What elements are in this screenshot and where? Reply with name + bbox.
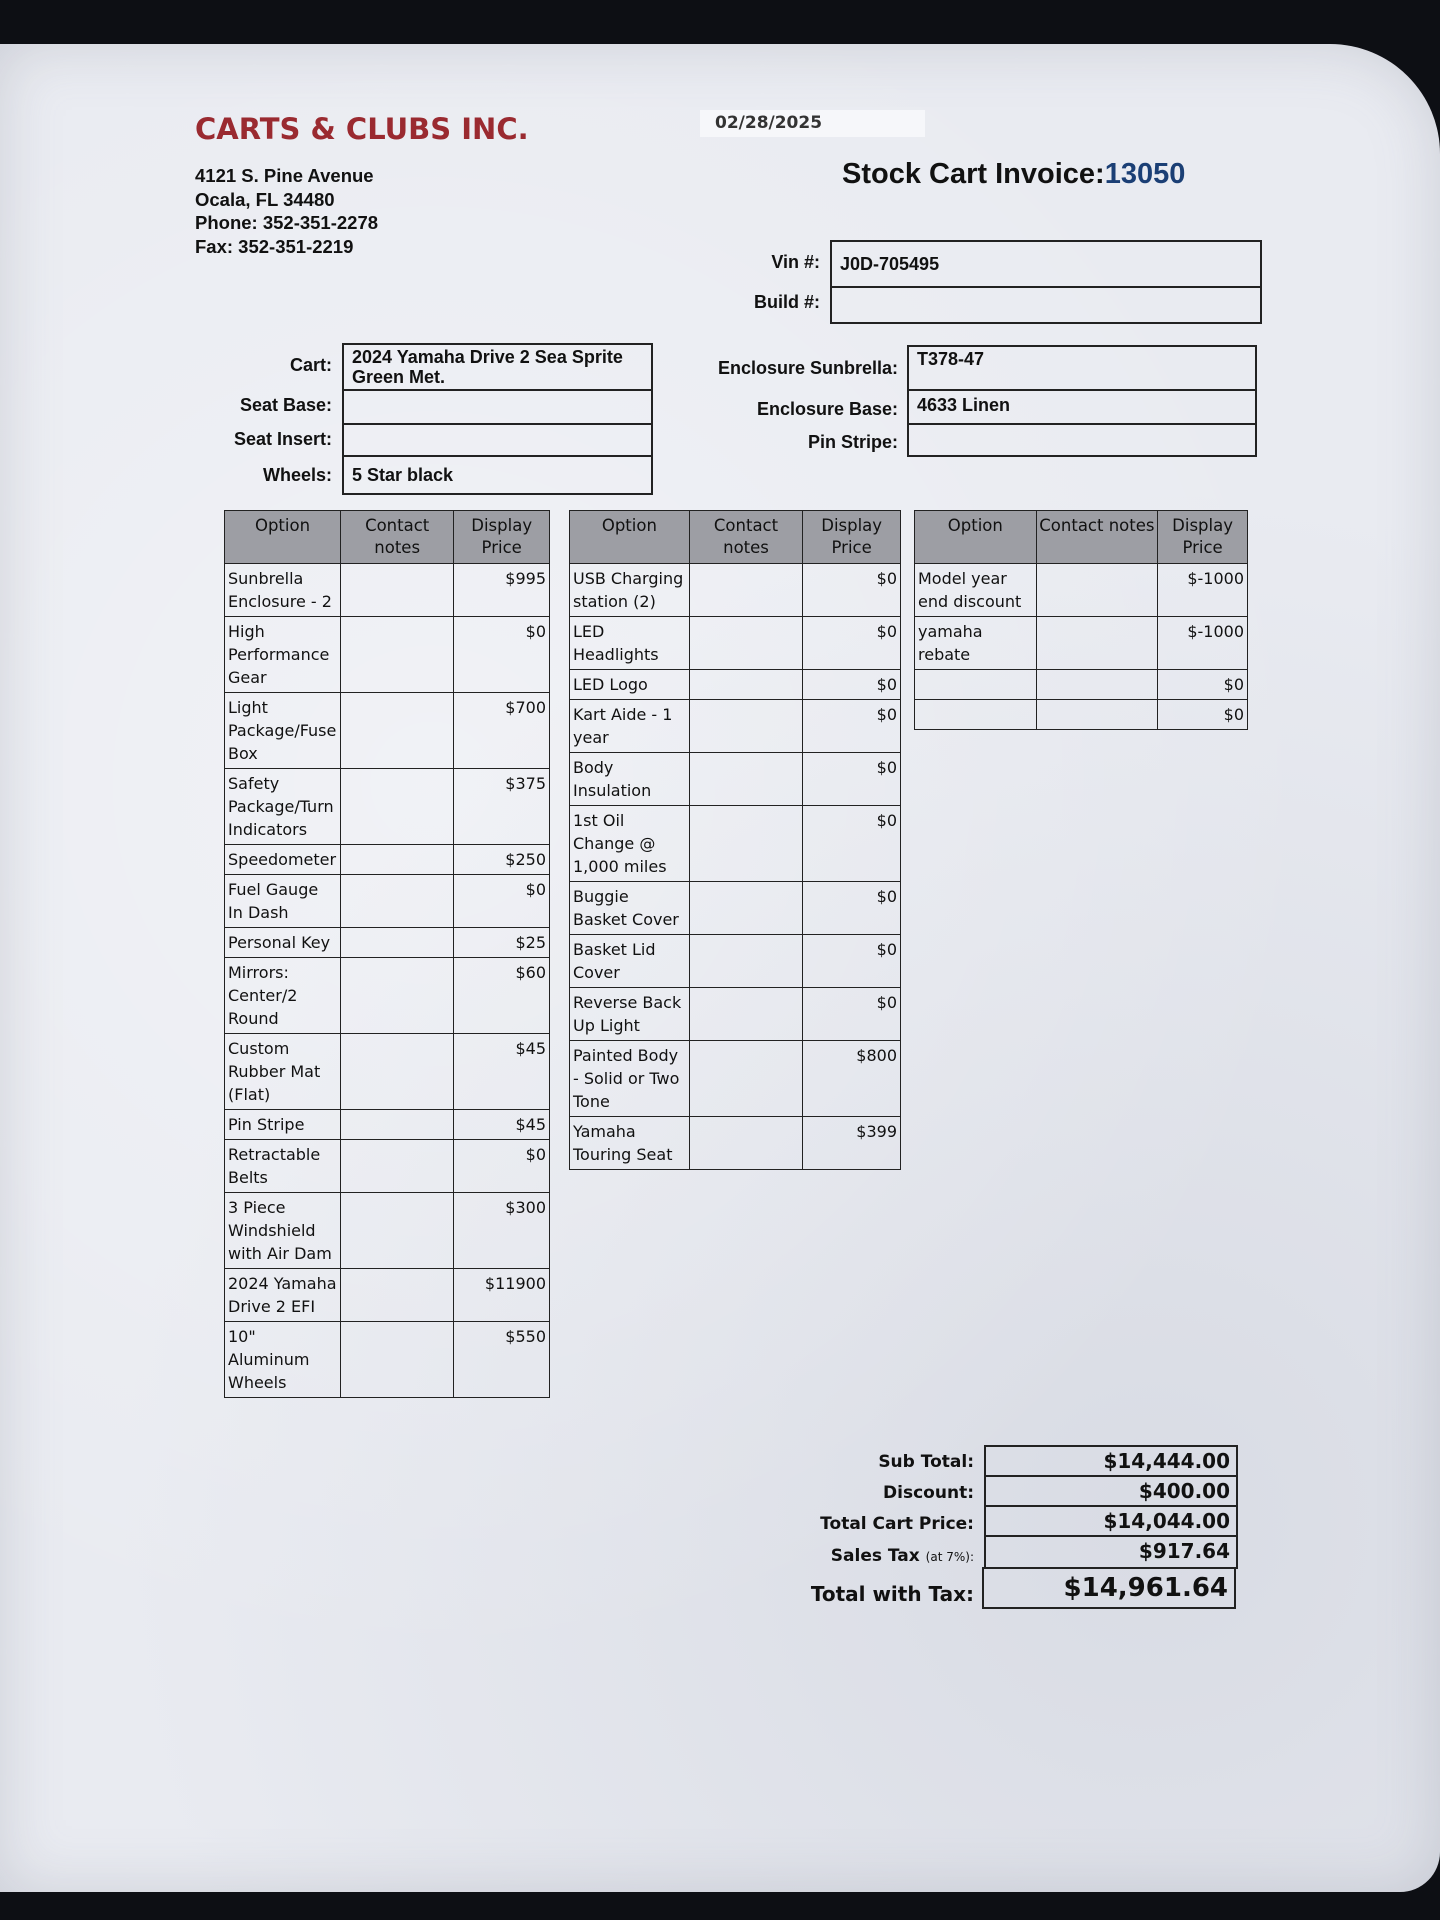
contact-notes-cell <box>689 670 803 700</box>
display-price: $11900 <box>454 1269 550 1322</box>
cart-label: Cart: <box>289 355 332 375</box>
pin-stripe-value <box>907 423 1257 457</box>
cart-value: 2024 Yamaha Drive 2 Sea Sprite Green Met. <box>342 343 653 391</box>
subtotal-value: $14,444.00 <box>984 1445 1238 1477</box>
option-row <box>225 1110 550 1140</box>
seat-insert-label: Seat Insert: <box>233 429 332 449</box>
display-price: $60 <box>454 958 550 1034</box>
display-price: $300 <box>454 1193 550 1269</box>
contact-notes-cell <box>340 769 453 845</box>
option-row <box>915 564 1248 617</box>
option-name: Reverse Back Up Light <box>570 988 690 1041</box>
contact-notes-cell <box>340 1322 453 1398</box>
option-name: 1st Oil Change @ 1,000 miles <box>570 806 690 882</box>
phone-line: Phone: 352-351-2278 <box>195 212 379 233</box>
option-row <box>225 769 550 845</box>
contact-notes-header: Contact notes <box>1036 511 1158 564</box>
option-name: Model year end discount <box>915 564 1037 617</box>
sales-tax-label <box>760 1546 974 1566</box>
sales-tax-value: $917.64 <box>984 1535 1238 1569</box>
display-price: $-1000 <box>1158 564 1248 617</box>
discount-value: $400.00 <box>984 1475 1238 1507</box>
sales-tax-text: Sales Tax <box>830 1546 920 1566</box>
option-name: Mirrors: Center/2 Round <box>225 958 341 1034</box>
contact-notes-cell <box>689 700 803 753</box>
option-row <box>225 617 550 693</box>
display-price: $0 <box>803 935 901 988</box>
invoice-number: 13050 <box>1104 158 1186 190</box>
option-name: 2024 Yamaha Drive 2 EFI <box>225 1269 341 1322</box>
display-price: $0 <box>803 617 901 670</box>
enclosure-base-value: 4633 Linen <box>907 389 1257 425</box>
display-price: $0 <box>803 753 901 806</box>
display-price: $375 <box>454 769 550 845</box>
option-name <box>915 670 1037 700</box>
contact-notes-cell <box>340 1034 453 1110</box>
option-row <box>225 1140 550 1193</box>
display-price-header: Display Price <box>454 511 550 564</box>
option-row <box>915 700 1248 730</box>
option-name: Yamaha Touring Seat <box>570 1117 690 1170</box>
display-price: $45 <box>454 1034 550 1110</box>
contact-notes-cell <box>689 1117 803 1170</box>
display-price: $0 <box>1158 700 1248 730</box>
total-with-tax-label: Total with Tax: <box>810 1582 974 1606</box>
contact-notes-cell <box>340 1140 453 1193</box>
option-row <box>570 935 901 988</box>
option-row <box>570 882 901 935</box>
company-name: CARTS & CLUBS INC. <box>195 112 529 146</box>
invoice-label: Stock Cart Invoice: <box>842 158 1105 190</box>
contact-notes-cell <box>689 753 803 806</box>
display-price: $0 <box>803 882 901 935</box>
display-price: $0 <box>803 670 901 700</box>
contact-notes-cell <box>1036 700 1158 730</box>
option-row <box>570 988 901 1041</box>
display-price: $0 <box>454 875 550 928</box>
invoice-title <box>842 158 1185 191</box>
options-table-2 <box>569 510 901 1170</box>
contact-notes-cell <box>689 988 803 1041</box>
display-price: $250 <box>454 845 550 875</box>
build-label: Build #: <box>754 292 820 312</box>
option-header: Option <box>570 511 690 564</box>
display-price: $0 <box>803 988 901 1041</box>
contact-notes-cell <box>689 564 803 617</box>
option-row <box>225 958 550 1034</box>
display-price-header: Display Price <box>1158 511 1248 564</box>
seat-base-label: Seat Base: <box>239 395 332 415</box>
contact-notes-cell <box>340 693 453 769</box>
contact-notes-cell <box>1036 670 1158 700</box>
enclosure-sunbrella-label: Enclosure Sunbrella: <box>717 358 898 378</box>
total-cart-price-value: $14,044.00 <box>984 1505 1238 1537</box>
pin-stripe-label: Pin Stripe: <box>807 432 898 452</box>
option-row <box>225 845 550 875</box>
contact-notes-header: Contact notes <box>689 511 803 564</box>
display-price-header: Display Price <box>803 511 901 564</box>
display-price: $45 <box>454 1110 550 1140</box>
fax-line: Fax: 352-351-2219 <box>195 235 354 257</box>
discount-label: Discount: <box>883 1483 974 1503</box>
option-name: Light Package/Fuse Box <box>225 693 341 769</box>
option-name: LED Logo <box>570 670 690 700</box>
option-name: Basket Lid Cover <box>570 935 690 988</box>
option-name: LED Headlights <box>570 617 690 670</box>
option-row <box>225 1322 550 1398</box>
seat-insert-value <box>342 423 653 457</box>
contact-notes-cell <box>340 958 453 1034</box>
wheels-value: 5 Star black <box>342 455 653 495</box>
sales-tax-rate: (at 7%): <box>925 1550 974 1564</box>
display-price: $0 <box>1158 670 1248 700</box>
contact-notes-cell <box>340 564 453 617</box>
option-row <box>570 1117 901 1170</box>
display-price: $550 <box>454 1322 550 1398</box>
contact-notes-cell <box>340 1269 453 1322</box>
option-name: yamaha rebate <box>915 617 1037 670</box>
display-price: $995 <box>454 564 550 617</box>
option-row <box>570 564 901 617</box>
display-price: $-1000 <box>1158 617 1248 670</box>
subtotal-label: Sub Total: <box>878 1452 974 1472</box>
option-name: Fuel Gauge In Dash <box>225 875 341 928</box>
contact-notes-cell <box>689 882 803 935</box>
vin-label: Vin #: <box>771 252 820 272</box>
display-price: $0 <box>803 806 901 882</box>
contact-notes-cell <box>1036 617 1158 670</box>
option-row <box>570 617 901 670</box>
option-name: High Performance Gear <box>225 617 341 693</box>
display-price: $0 <box>454 617 550 693</box>
option-name: Body Insulation <box>570 753 690 806</box>
seat-base-value <box>342 389 653 425</box>
option-row <box>570 670 901 700</box>
vin-value: J0D-705495 <box>830 240 1262 288</box>
display-price: $0 <box>803 700 901 753</box>
contact-notes-cell <box>340 1110 453 1140</box>
contact-notes-cell <box>689 617 803 670</box>
display-price: $700 <box>454 693 550 769</box>
option-row <box>225 875 550 928</box>
enclosure-base-label: Enclosure Base: <box>756 399 898 419</box>
build-value <box>830 286 1262 324</box>
display-price: $0 <box>803 564 901 617</box>
invoice-date: 02/28/2025 <box>700 110 925 137</box>
option-name: 10" Aluminum Wheels <box>225 1322 341 1398</box>
address-line: 4121 S. Pine Avenue <box>195 165 374 186</box>
option-row <box>225 564 550 617</box>
contact-notes-header: Contact notes <box>340 511 453 564</box>
total-with-tax-value: $14,961.64 <box>982 1567 1236 1609</box>
option-name: Painted Body - Solid or Two Tone <box>570 1041 690 1117</box>
contact-notes-cell <box>340 1193 453 1269</box>
option-row <box>225 1269 550 1322</box>
option-row <box>225 928 550 958</box>
option-name: USB Charging station (2) <box>570 564 690 617</box>
display-price: $25 <box>454 928 550 958</box>
contact-notes-cell <box>340 617 453 693</box>
option-row <box>570 806 901 882</box>
total-cart-price-label: Total Cart Price: <box>820 1514 974 1534</box>
company-address <box>195 164 378 258</box>
option-header: Option <box>915 511 1037 564</box>
option-name: 3 Piece Windshield with Air Dam <box>225 1193 341 1269</box>
contact-notes-cell <box>689 935 803 988</box>
contact-notes-cell <box>689 806 803 882</box>
option-name: Sunbrella Enclosure - 2 <box>225 564 341 617</box>
option-name: Buggie Basket Cover <box>570 882 690 935</box>
option-row <box>225 1034 550 1110</box>
wheels-label: Wheels: <box>262 465 332 485</box>
option-name: Pin Stripe <box>225 1110 341 1140</box>
contact-notes-cell <box>689 1041 803 1117</box>
option-name: Speedometer <box>225 845 341 875</box>
options-table-1 <box>224 510 550 1398</box>
option-name: Safety Package/Turn Indicators <box>225 769 341 845</box>
contact-notes-cell <box>340 845 453 875</box>
option-row <box>915 670 1248 700</box>
enclosure-sunbrella-value: T378-47 <box>907 345 1257 391</box>
option-header: Option <box>225 511 341 564</box>
option-row <box>225 693 550 769</box>
option-row <box>570 700 901 753</box>
contact-notes-cell <box>340 875 453 928</box>
option-name: Personal Key <box>225 928 341 958</box>
contact-notes-cell <box>340 928 453 958</box>
option-name: Custom Rubber Mat (Flat) <box>225 1034 341 1110</box>
option-name: Retractable Belts <box>225 1140 341 1193</box>
display-price: $399 <box>803 1117 901 1170</box>
option-name <box>915 700 1037 730</box>
display-price: $0 <box>454 1140 550 1193</box>
option-name: Kart Aide - 1 year <box>570 700 690 753</box>
contact-notes-cell <box>1036 564 1158 617</box>
address-line: Ocala, FL 34480 <box>195 188 335 210</box>
display-price: $800 <box>803 1041 901 1117</box>
option-row <box>570 1041 901 1117</box>
option-row <box>225 1193 550 1269</box>
option-row <box>915 617 1248 670</box>
options-table-3 <box>914 510 1248 730</box>
option-row <box>570 753 901 806</box>
